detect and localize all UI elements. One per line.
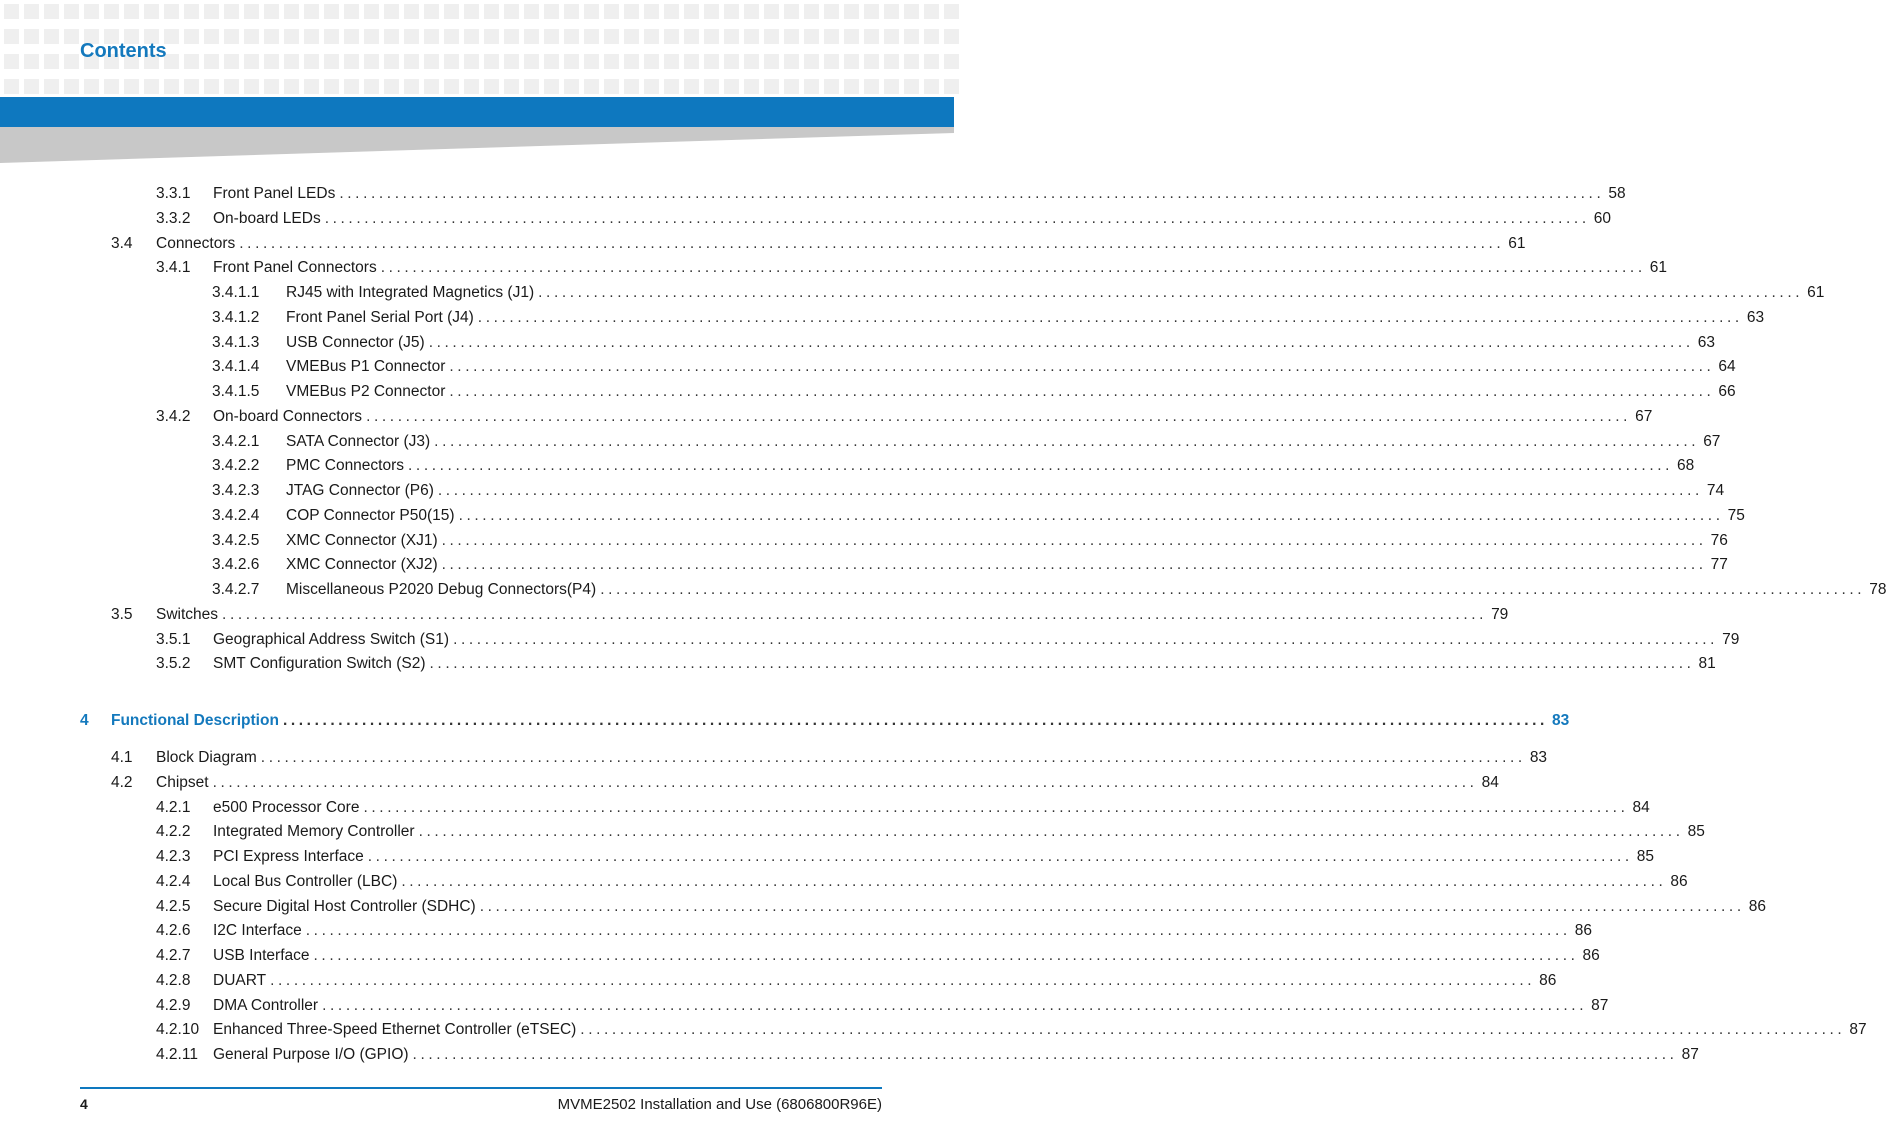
toc-entry-page: 78	[1869, 581, 1886, 598]
toc-entry[interactable]	[156, 970, 1557, 992]
toc-entry-page: 84	[1632, 798, 1650, 816]
toc-entry-number: 3.5.2	[156, 655, 191, 673]
toc-entry-title: USB Connector (J5)	[286, 332, 429, 354]
toc-entry-title: Miscellaneous P2020 Debug Connectors(P4)	[286, 579, 600, 601]
toc-entry-number: 3.4.2.6	[212, 556, 260, 574]
toc-dot-leader: ................................................................................................................................................................	[305, 922, 1571, 940]
toc-dot-leader: ................................................................................................................................................................	[600, 581, 1866, 598]
toc-dot-leader: ................................................................................................................................................................	[428, 333, 1694, 351]
toc-entry-page: 86	[1582, 947, 1600, 964]
toc-entry-page: 64	[1718, 358, 1736, 376]
toc-dot-leader: ................................................................................................................................................................	[437, 482, 1703, 499]
toc-dot-leader: ................................................................................................................................................................	[477, 308, 1743, 326]
toc-entry-title: Geographical Address Switch (S1)	[213, 629, 453, 651]
toc-entry-title: USB Interface	[213, 945, 314, 967]
toc-entry[interactable]	[212, 332, 1715, 354]
toc-entry-title: General Purpose I/O (GPIO)	[213, 1044, 413, 1066]
toc-entry[interactable]	[156, 945, 1600, 967]
toc-entry-number: 3.4.2.2	[212, 457, 260, 475]
toc-entry[interactable]	[156, 208, 1611, 230]
toc-dot-leader: ................................................................................................................................................................	[239, 234, 1505, 252]
toc-entry-page: 63	[1697, 333, 1715, 351]
toc-dot-leader: ................................................................................................................................................................	[449, 358, 1715, 376]
toc-entry-page: 61	[1508, 234, 1526, 252]
toc-entry[interactable]	[156, 871, 1688, 893]
toc-entry[interactable]	[212, 282, 1825, 304]
toc-dot-leader: ................................................................................................................................................................	[453, 630, 1719, 648]
toc-dot-leader: ................................................................................................................................................................	[412, 1046, 1678, 1063]
toc-entry-page: 66	[1718, 383, 1736, 400]
toc-entry[interactable]	[212, 505, 1745, 527]
toc-dot-leader: ................................................................................................................................................................	[260, 749, 1526, 766]
toc-entry-number: 4.2.4	[156, 872, 191, 890]
toc-entry-title: e500 Processor Core	[213, 797, 363, 819]
toc-entry-number: 4.1	[111, 749, 133, 766]
toc-entry-title: Front Panel Connectors	[213, 257, 381, 279]
toc-entry-title: PCI Express Interface	[213, 846, 368, 868]
toc-entry-title: On-board Connectors	[213, 406, 366, 428]
toc-entry-number: 4.2.9	[156, 996, 191, 1014]
toc-entry-title: DUART	[213, 970, 270, 992]
toc-entry-number: 4	[80, 712, 89, 729]
toc-entry-number: 4.2.7	[156, 947, 191, 964]
toc-dot-leader: ................................................................................................................................................................	[449, 383, 1715, 400]
toc-entry-number: 3.5	[111, 605, 133, 623]
toc-entry-number: 3.4	[111, 234, 133, 252]
toc-entry-number: 3.4.1.4	[212, 358, 260, 376]
toc-entry-number: 3.3.2	[156, 209, 191, 227]
toc-dot-leader: ................................................................................................................................................................	[363, 798, 1629, 816]
toc-entry-number: 4.2.11	[156, 1046, 198, 1063]
toc-dot-leader: ................................................................................................................................................................	[282, 712, 1548, 729]
toc-entry-title: Functional Description	[111, 710, 283, 732]
toc-entry-page: 87	[1591, 996, 1609, 1014]
toc-entry-page: 79	[1491, 605, 1509, 623]
toc-entry-number: 3.3.1	[156, 185, 191, 202]
toc-entry-number: 4.2	[111, 773, 133, 791]
toc-dot-leader: ................................................................................................................................................................	[580, 1021, 1846, 1039]
toc-entry-page: 76	[1710, 531, 1728, 549]
toc-entry[interactable]	[111, 604, 1509, 626]
toc-entry-number: 3.4.1.3	[212, 333, 260, 351]
toc-entry-title: VMEBus P2 Connector	[286, 381, 449, 403]
toc-entry-title: Front Panel LEDs	[213, 183, 339, 205]
toc-dot-leader: ................................................................................................................................................................	[322, 996, 1588, 1014]
toc-entry-title: JTAG Connector (P6)	[286, 480, 438, 502]
toc-entry-page: 87	[1681, 1046, 1699, 1063]
toc-entry-page: 81	[1698, 655, 1716, 673]
toc-entry-page: 61	[1807, 284, 1825, 301]
toc-dot-leader: ................................................................................................................................................................	[418, 823, 1684, 841]
toc-entry-page: 75	[1727, 506, 1745, 524]
toc-entry[interactable]	[156, 896, 1766, 918]
toc-dot-leader: ................................................................................................................................................................	[429, 655, 1695, 673]
toc-entry-page: 85	[1687, 823, 1705, 841]
toc-entry[interactable]	[212, 356, 1736, 378]
toc-entry-number: 3.4.2	[156, 407, 191, 425]
toc-dot-leader: ................................................................................................................................................................	[222, 605, 1488, 623]
toc-entry[interactable]	[156, 1044, 1699, 1066]
toc-dot-leader: ................................................................................................................................................................	[324, 209, 1590, 227]
toc-dot-leader: ................................................................................................................................................................	[380, 259, 1646, 277]
toc-entry[interactable]	[212, 455, 1695, 477]
toc-entry-title: DMA Controller	[213, 995, 322, 1017]
toc-entry-title: COP Connector P50(15)	[286, 505, 459, 527]
toc-entry[interactable]	[156, 846, 1655, 868]
toc-entry-number: 3.4.2.7	[212, 581, 260, 598]
toc-entry[interactable]	[212, 480, 1725, 502]
toc-entry[interactable]	[156, 257, 1667, 279]
toc-entry-page: 85	[1636, 848, 1655, 865]
toc-entry-page: 74	[1706, 482, 1725, 499]
toc-entry-number: 4.2.2	[156, 823, 191, 841]
toc-entry[interactable]	[212, 579, 1886, 601]
toc-entry-title: XMC Connector (XJ1)	[286, 530, 442, 552]
toc-entry-title: I2C Interface	[213, 920, 306, 942]
toc-entry-number: 3.4.2.4	[212, 506, 260, 524]
toc-dot-leader: ................................................................................................................................................................	[441, 531, 1707, 549]
toc-dot-leader: ................................................................................................................................................................	[479, 897, 1745, 915]
toc-entry-page: 68	[1677, 457, 1695, 475]
toc-entry-title: Block Diagram	[156, 747, 261, 769]
toc-dot-leader: ................................................................................................................................................................	[367, 848, 1633, 865]
toc-entry-number: 3.4.1.5	[212, 383, 260, 400]
toc-entry-page: 86	[1574, 922, 1593, 940]
toc-entry-title: Secure Digital Host Controller (SDHC)	[213, 896, 480, 918]
toc-dot-leader: ................................................................................................................................................................	[366, 407, 1632, 425]
toc-entry-title: SATA Connector (J3)	[286, 431, 434, 453]
footer-page-number: 4	[80, 1096, 88, 1112]
toc-dot-leader: ................................................................................................................................................................	[313, 947, 1579, 964]
toc-entry[interactable]	[212, 431, 1721, 453]
toc-entry-number: 4.2.5	[156, 897, 191, 915]
toc-entry[interactable]	[156, 797, 1650, 819]
toc-entry[interactable]	[156, 995, 1609, 1017]
toc-entry-page: 84	[1481, 773, 1499, 791]
toc-entry[interactable]	[156, 1019, 1867, 1041]
toc-entry-title: VMEBus P1 Connector	[286, 356, 449, 378]
header-gray-wedge	[0, 127, 954, 163]
toc-entry-number: 3.5.1	[156, 630, 191, 648]
footer-rule	[80, 1087, 882, 1089]
toc-dot-leader: ................................................................................................................................................................	[339, 185, 1605, 202]
toc-entry-title: SMT Configuration Switch (S2)	[213, 653, 430, 675]
toc-entry[interactable]	[156, 653, 1716, 675]
page-title: Contents	[80, 40, 167, 62]
toc-entry[interactable]	[212, 554, 1728, 576]
toc-entry[interactable]	[212, 381, 1736, 403]
toc-entry-number: 3.4.2.3	[212, 482, 260, 499]
toc-entry[interactable]	[156, 406, 1653, 428]
toc-entry-title: PMC Connectors	[286, 455, 408, 477]
toc-entry-page: 83	[1551, 712, 1570, 729]
toc-entry-title: Chipset	[156, 772, 213, 794]
toc-entry-title: Integrated Memory Controller	[213, 821, 419, 843]
toc-entry[interactable]	[111, 747, 1548, 769]
toc-entry-page: 83	[1529, 749, 1548, 766]
toc-entry-title: Local Bus Controller (LBC)	[213, 871, 401, 893]
footer-document-title: MVME2502 Installation and Use (6806800R96E)	[557, 1096, 882, 1113]
toc-entry-title: RJ45 with Integrated Magnetics (J1)	[286, 282, 538, 304]
toc-entry[interactable]	[156, 629, 1740, 651]
toc-entry-page: 86	[1748, 897, 1766, 915]
toc-entry-number: 3.4.1.2	[212, 308, 260, 326]
toc-entry-page: 86	[1539, 971, 1557, 989]
toc-dot-leader: ................................................................................................................................................................	[270, 971, 1536, 989]
toc-entry-page: 79	[1722, 630, 1740, 648]
toc-entry-title: Connectors	[156, 233, 239, 255]
toc-entry-number: 4.2.8	[156, 971, 191, 989]
toc-entry[interactable]	[212, 307, 1765, 329]
toc-entry-number: 4.2.6	[156, 922, 191, 940]
header-blue-band	[0, 97, 954, 127]
toc-entry[interactable]	[156, 821, 1705, 843]
toc-dot-leader: ................................................................................................................................................................	[441, 556, 1707, 574]
toc-chapter-entry[interactable]	[80, 710, 1570, 732]
toc-entry-title: XMC Connector (XJ2)	[286, 554, 442, 576]
toc-entry-title: On-board LEDs	[213, 208, 325, 230]
toc-entry-page: 86	[1670, 872, 1688, 890]
toc-entry-number: 4.2.10	[156, 1021, 200, 1039]
toc-entry-number: 4.2.1	[156, 798, 191, 816]
toc-entry-page: 63	[1746, 308, 1765, 326]
toc-entry-number: 3.4.1.1	[212, 284, 260, 301]
toc-entry-page: 87	[1849, 1021, 1867, 1039]
toc-dot-leader: ................................................................................................................................................................	[212, 773, 1478, 791]
toc-entry[interactable]	[156, 920, 1593, 942]
toc-entry-page: 61	[1649, 259, 1667, 277]
toc-dot-leader: ................................................................................................................................................................	[458, 506, 1724, 524]
toc-entry-number: 3.4.2.1	[212, 432, 260, 450]
toc-entry-page: 60	[1593, 209, 1611, 227]
toc-entry-title: Enhanced Three-Speed Ethernet Controller (eTSEC)	[213, 1019, 580, 1041]
toc-dot-leader: ................................................................................................................................................................	[538, 284, 1804, 301]
toc-entry-title: Front Panel Serial Port (J4)	[286, 307, 478, 329]
toc-entry[interactable]	[111, 772, 1499, 794]
toc-dot-leader: ................................................................................................................................................................	[434, 432, 1700, 450]
toc-entry-page: 77	[1710, 556, 1728, 574]
toc-entry-page: 67	[1635, 407, 1653, 425]
toc-entry-page: 58	[1608, 185, 1626, 202]
toc-dot-leader: ................................................................................................................................................................	[408, 457, 1674, 475]
toc-entry[interactable]	[156, 183, 1626, 205]
toc-entry-number: 4.2.3	[156, 848, 191, 865]
toc-entry[interactable]	[212, 530, 1728, 552]
toc-entry-number: 3.4.2.5	[212, 531, 260, 549]
toc-entry-page: 67	[1703, 432, 1721, 450]
toc-entry-title: Switches	[156, 604, 222, 626]
toc-entry-number: 3.4.1	[156, 259, 191, 277]
toc-dot-leader: ................................................................................................................................................................	[401, 872, 1667, 890]
toc-entry[interactable]	[111, 233, 1526, 255]
